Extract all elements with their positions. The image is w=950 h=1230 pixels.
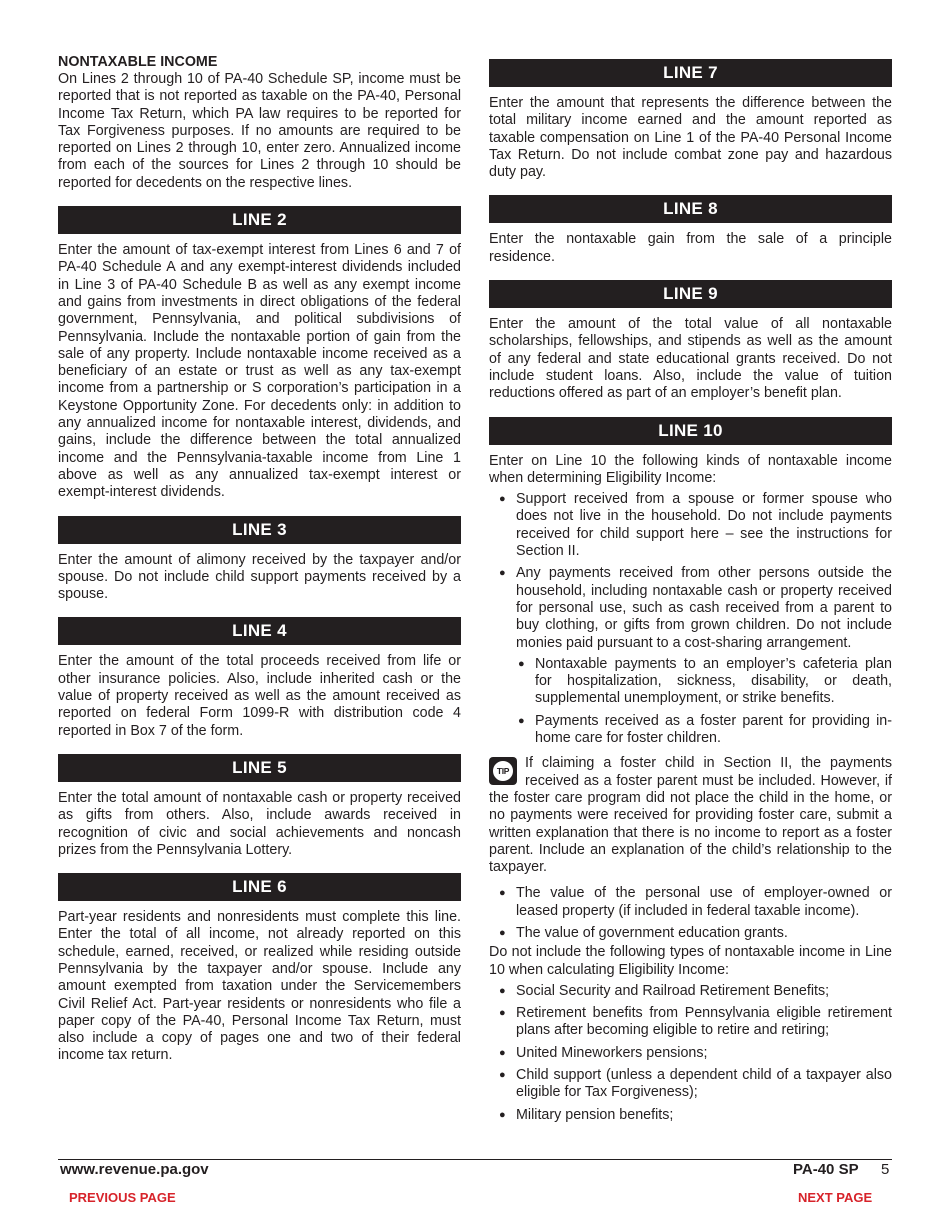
list-item: ● Military pension benefits; <box>489 1107 892 1124</box>
list-item: ● Retirement benefits from Pennsylvania eligible retirement plans after becoming eligible to retire and retiring; <box>489 1005 892 1040</box>
footer-website: www.revenue.pa.gov <box>60 1161 209 1178</box>
line-4-header: LINE 4 <box>58 617 461 645</box>
tip-text: If claiming a foster child in Section II, the payments received as a foster parent must be included. However, if the foster care program did not place the child in the home, or no payments were received for providing foster care, submit a written explanation that there is no income to report as a foster parent. Include an explanation of the child’s relationship to the taxpayer. <box>489 755 892 876</box>
list-item: ● Social Security and Railroad Retirement Benefits; <box>489 983 892 1000</box>
line-8-text: Enter the nontaxable gain from the sale of a principle residence. <box>489 231 892 265</box>
right-column <box>489 59 892 1129</box>
left-column <box>58 54 461 1065</box>
line-7-header: LINE 7 <box>489 59 892 87</box>
tip-icon <box>489 757 517 785</box>
line-2-header: LINE 2 <box>58 206 461 234</box>
line-2-text: Enter the amount of tax-exempt interest from Lines 6 and 7 of PA-40 Schedule A and any exempt-interest dividends included in Line 3 of PA-40 Schedule B as well as any exempt income and gains from investments in direct obligations of the federal government, Pennsylvania, and political subdivisions of Pennsylvania. Include the nontaxable portion of gain from the sale of any property. Include nontaxable income received as a beneficiary of an estate or trust as well as any tax-exempt income from a partnership or S corporation’s participation in a Keystone Opportunity Zone. For decedents only: in addition to any annualized income for nontaxable interest, dividends, and gains, include the difference between the total annualized income and the Pennsylvania-taxable income from Line 1 above as well as any annualized tax-exempt interest or exempt-interest dividends. <box>58 242 461 501</box>
line-9-header: LINE 9 <box>489 280 892 308</box>
list-item-text: Any payments received from other persons outside the household, including nontaxable cash or property received for personal use, such as cash received from a parent to buy clothing, or gifts from grown children. Do not include monies paid pursuant to a cost-sharing arrangement. <box>516 565 892 651</box>
tip-note <box>489 755 892 876</box>
list-item: ● United Mineworkers pensions; <box>489 1045 892 1062</box>
list-item: ● The value of government education grants. <box>489 925 892 942</box>
line-10-intro: Enter on Line 10 the following kinds of nontaxable income when determining Eligibility Income: <box>489 452 892 486</box>
footer-form-name: PA-40 SP <box>793 1161 859 1178</box>
footer-divider <box>58 1159 892 1160</box>
line-5-header: LINE 5 <box>58 754 461 782</box>
exclude-list <box>489 983 892 1124</box>
tip-icon-label: TIP <box>493 761 513 781</box>
list-item <box>489 565 892 747</box>
line-10-include-list-more <box>489 885 892 942</box>
footer-page-number: 5 <box>881 1161 890 1178</box>
line-10-sub-list <box>516 656 892 747</box>
line-10-include-list <box>489 491 892 747</box>
line-3-header: LINE 3 <box>58 516 461 544</box>
nontaxable-income-heading: NONTAXABLE INCOME <box>58 54 218 70</box>
line-10-header: LINE 10 <box>489 417 892 445</box>
line-8-header: LINE 8 <box>489 195 892 223</box>
line-9-text: Enter the amount of the total value of all nontaxable scholarships, fellowships, and stipends as well as the amount of any federal and state educational grants received. Do not include student loans. Also, include the value of tuition reductions offered as part of an employer’s benefit plan. <box>489 316 892 402</box>
sub-list-item: ● Nontaxable payments to an employer’s cafeteria plan for hospitalization, sickness, disability, or death, supplemental unemployment, or strike benefits. <box>489 656 892 708</box>
list-item: ● The value of the personal use of employer-owned or leased property (if included in federal taxable income). <box>489 885 892 920</box>
exclude-intro: Do not include the following types of nontaxable income in Line 10 when calculating Eligibility Income: <box>489 944 892 978</box>
nontaxable-income-text: On Lines 2 through 10 of PA-40 Schedule SP, income must be reported that is not reported as taxable on the PA-40, Personal Income Tax Return, which PA law requires to be reported for Tax Forgiveness purposes. If no amounts are required to be reported on Lines 2 through 10, enter zero. Annualized income from each of the sources for Lines 2 through 10 should be reported for decedents on the respective lines. <box>58 71 461 191</box>
list-item: ● Child support (unless a dependent child of a taxpayer also eligible for Tax Forgiveness); <box>489 1067 892 1102</box>
line-6-header: LINE 6 <box>58 873 461 901</box>
sub-list-item: ● Payments received as a foster parent for providing in-home care for foster children. <box>489 713 892 748</box>
list-item: ● Support received from a spouse or former spouse who does not live in the household. Do not include payments received for child support here – see the instructions for Section II. <box>489 491 892 560</box>
line-5-text: Enter the total amount of nontaxable cash or property received as gifts from others. Also, include awards received in recognition of civic and social achievements and noncash prizes from the Pennsylvania Lottery. <box>58 789 461 858</box>
line-6-text: Part-year residents and nonresidents must complete this line. Enter the total of all income, not already reported on this schedule, earned, received, or realized while residing outside Pennsylvania by the taxpayer and/or spouse. Include any amount exempted from taxation under the Servicemembers Civil Relief Act. Part-year residents or nonresidents who file a paper copy of the PA-40, Personal Income Tax Return, must also include a copy of pages one and two of their federal income tax return. <box>58 909 461 1064</box>
line-3-text: Enter the amount of alimony received by the taxpayer and/or spouse. Do not include child support payments received by a spouse. <box>58 551 461 603</box>
line-4-text: Enter the amount of the total proceeds received from life or other insurance policies. Also, include inherited cash or the value of property received as well as the amount received as reported on federal Form 1099-R with distribution code 4 reported in Box 7 of the form. <box>58 653 461 739</box>
previous-page-link[interactable]: PREVIOUS PAGE <box>69 1190 176 1205</box>
next-page-link[interactable]: NEXT PAGE <box>798 1190 873 1205</box>
line-7-text: Enter the amount that represents the difference between the total military income earned and the amount reported as taxable compensation on Line 1 of the PA-40 Personal Income Tax Return. Do not include combat zone pay and hazardous duty pay. <box>489 95 892 181</box>
